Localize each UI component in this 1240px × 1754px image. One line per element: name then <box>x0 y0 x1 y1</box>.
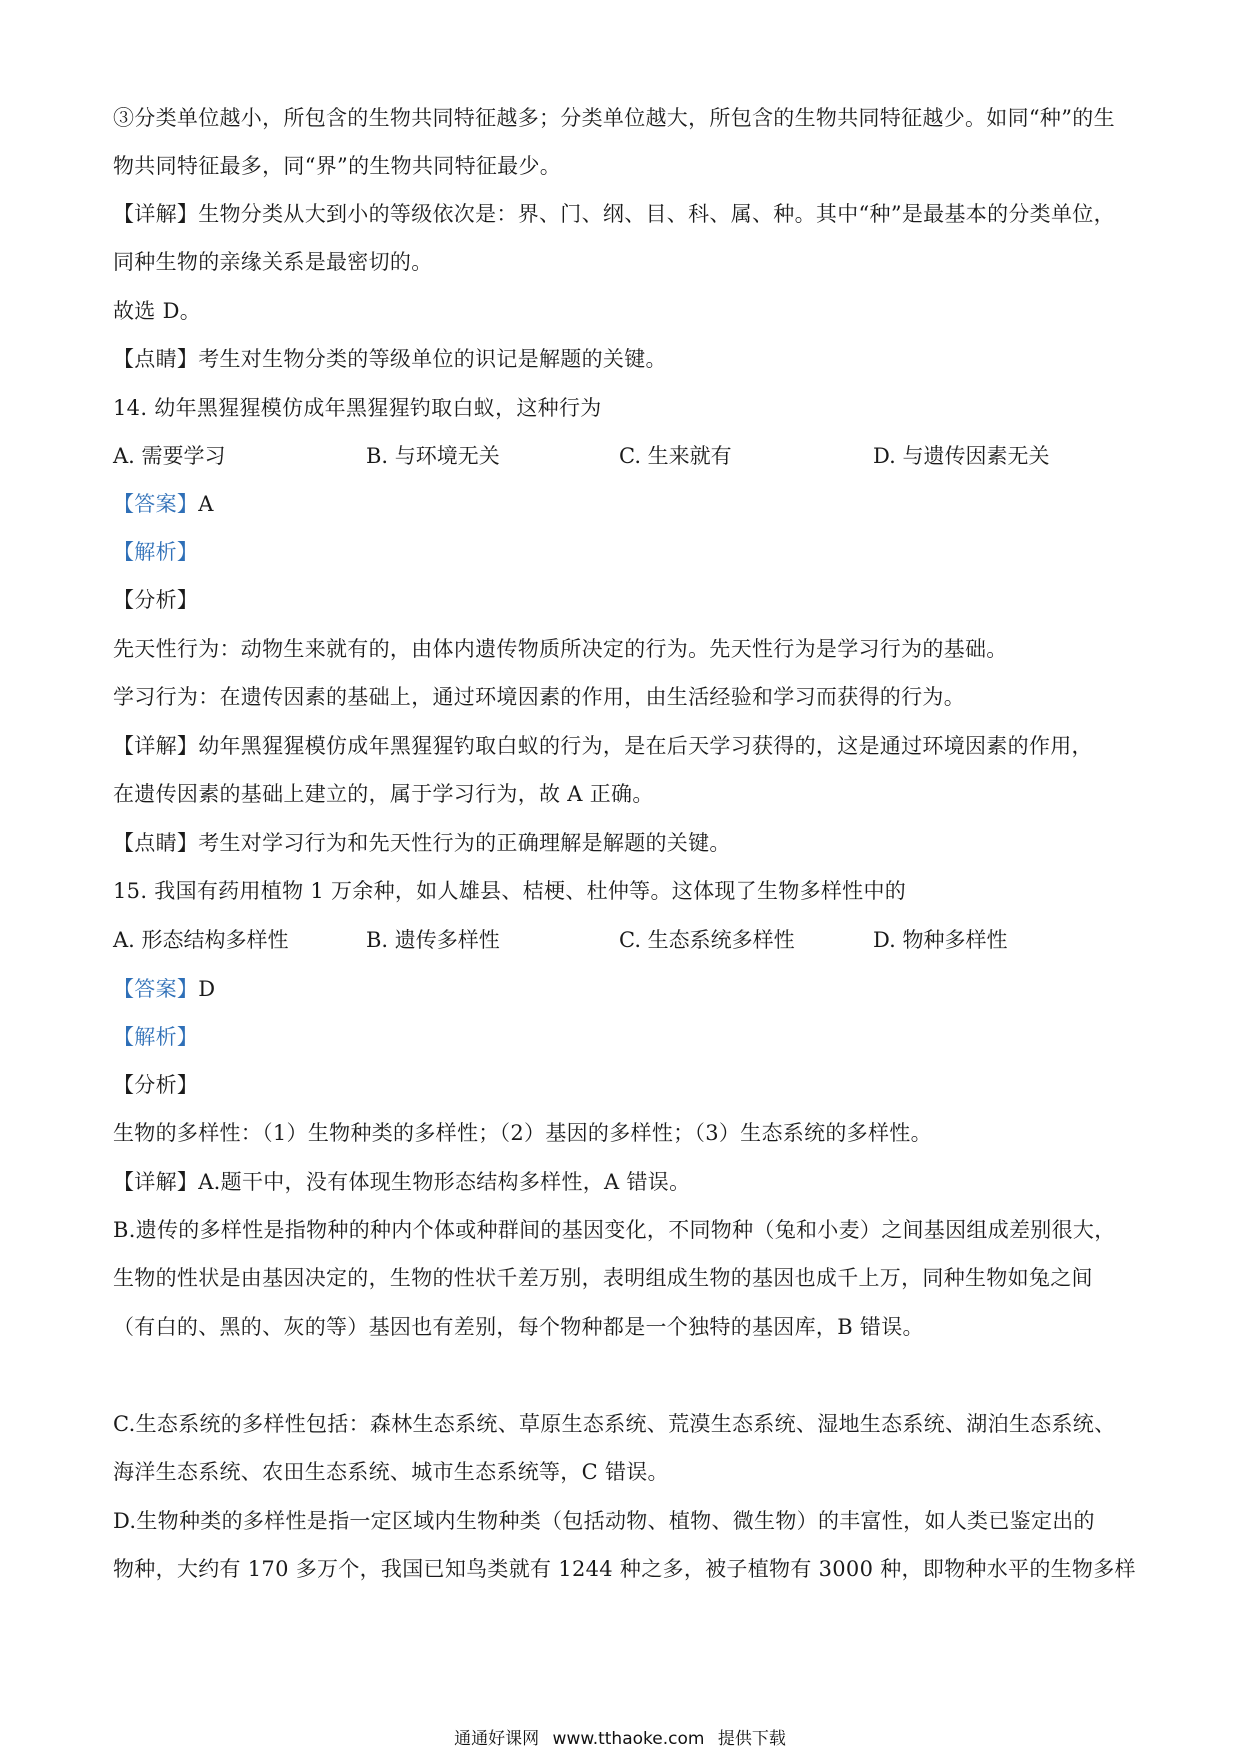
footer-site-name: 通通好课网 <box>454 1729 540 1749</box>
option-b: B. 与环境无关 <box>366 444 500 468</box>
paragraph-line: 生物的多样性：（1）生物种类的多样性；（2）基因的多样性；（3）生态系统的多样性。 <box>113 1121 932 1145</box>
paragraph-line: 【详解】A.题干中，没有体现生物形态结构多样性，A 错误。 <box>113 1170 691 1194</box>
option-d: D. 物种多样性 <box>873 928 1008 952</box>
option-c: C. 生来就有 <box>619 444 732 468</box>
paragraph-line: 故选 D。 <box>113 299 202 323</box>
paragraph-line: 【点睛】考生对学习行为和先天性行为的正确理解是解题的关键。 <box>113 831 731 855</box>
answer-label: 【答案】 <box>113 492 199 516</box>
option-c: C. 生态系统多样性 <box>619 928 795 952</box>
paragraph-line: 先天性行为：动物生来就有的，由体内遗传物质所决定的行为。先天性行为是学习行为的基础。 <box>113 637 1008 661</box>
option-a: A. 需要学习 <box>113 444 226 468</box>
paragraph-line: 物种，大约有 170 多万个，我国已知鸟类就有 1244 种之多，被子植物有 3000 种，即物种水平的生物多样 <box>113 1557 1136 1581</box>
analysis-label: 【解析】 <box>113 1025 199 1049</box>
answer-value: D <box>198 977 216 1001</box>
answer-line <box>113 974 1133 1004</box>
answer-label: 【答案】 <box>113 977 199 1001</box>
paragraph-line: 【点睛】考生对生物分类的等级单位的识记是解题的关键。 <box>113 347 667 371</box>
footer-url[interactable]: www.tthaoke.com <box>552 1729 705 1749</box>
paragraph-line: 海洋生态系统、农田生态系统、城市生态系统等，C 错误。 <box>113 1460 669 1484</box>
answer-value: A <box>198 492 214 516</box>
option-d: D. 与遗传因素无关 <box>873 444 1050 468</box>
fenxi-label: 【分析】 <box>113 1073 199 1097</box>
paragraph-line: C.生态系统的多样性包括：森林生态系统、草原生态系统、荒漠生态系统、湿地生态系统、湖泊生态系统、 <box>113 1412 1116 1436</box>
question-14-options <box>113 441 1133 471</box>
answer-line <box>113 489 1133 519</box>
paragraph-line: 在遗传因素的基础上建立的，属于学习行为，故 A 正确。 <box>113 782 654 806</box>
option-b: B. 遗传多样性 <box>366 928 500 952</box>
page-footer <box>0 1728 1240 1750</box>
fenxi-label: 【分析】 <box>113 588 199 612</box>
question-14-stem: 14. 幼年黑猩猩模仿成年黑猩猩钓取白蚁，这种行为 <box>113 396 602 420</box>
footer-suffix: 提供下载 <box>717 1729 786 1749</box>
paragraph-line: 物共同特征最多，同“界”的生物共同特征最少。 <box>113 154 562 178</box>
paragraph-line: 学习行为：在遗传因素的基础上，通过环境因素的作用，由生活经验和学习而获得的行为。 <box>113 685 965 709</box>
paragraph-line: 同种生物的亲缘关系是最密切的。 <box>113 250 433 274</box>
analysis-label: 【解析】 <box>113 540 199 564</box>
paragraph-line: （有白的、黑的、灰的等）基因也有差别，每个物种都是一个独特的基因库，B 错误。 <box>113 1315 924 1339</box>
option-a: A. 形态结构多样性 <box>113 928 289 952</box>
paragraph-line: 【详解】生物分类从大到小的等级依次是：界、门、纲、目、科、属、种。其中“种”是最基本的分类单位， <box>113 202 1115 226</box>
paragraph-line: B.遗传的多样性是指物种的种内个体或种群间的基因变化，不同物种（兔和小麦）之间基因组成差别很大， <box>113 1218 1116 1242</box>
paragraph-line: ③分类单位越小，所包含的生物共同特征越多；分类单位越大，所包含的生物共同特征越少。如同“种”的生 <box>113 106 1115 130</box>
question-15-stem: 15. 我国有药用植物 1 万余种，如人雄县、桔梗、杜仲等。这体现了生物多样性中的 <box>113 879 907 903</box>
paragraph-line: 【详解】幼年黑猩猩模仿成年黑猩猩钓取白蚁的行为，是在后天学习获得的，这是通过环境因素的作用， <box>113 734 1093 758</box>
question-15-options <box>113 925 1133 955</box>
paragraph-line: 生物的性状是由基因决定的，生物的性状千差万别，表明组成生物的基因也成千上万，同种生物如兔之间 <box>113 1266 1093 1290</box>
paragraph-line: D.生物种类的多样性是指一定区域内生物种类（包括动物、植物、微生物）的丰富性，如人类已鉴定出的 <box>113 1509 1095 1533</box>
